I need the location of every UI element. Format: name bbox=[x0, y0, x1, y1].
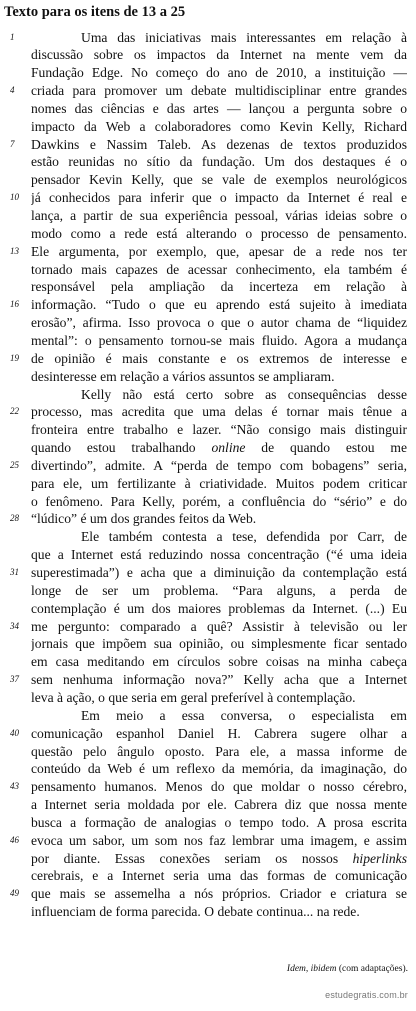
text-line: tornado mais capazes de acessar conhecimento, ela também é bbox=[31, 261, 407, 277]
line-number: 7 bbox=[10, 138, 15, 149]
line-number: 19 bbox=[10, 352, 19, 363]
text-line: Uma das iniciativas mais interessantes em relação à bbox=[81, 29, 407, 45]
source-citation-italic: Idem, ibidem bbox=[286, 964, 337, 974]
watermark: estudegratis.com.br bbox=[325, 990, 408, 1000]
text-line: longe de ser um problema. “Para alguns, a perda de bbox=[31, 582, 407, 598]
line-number: 25 bbox=[10, 459, 19, 470]
text-line: informação. “Tudo o que eu aprendo está sujeito à imediata bbox=[31, 297, 407, 313]
line-number: 31 bbox=[10, 567, 19, 577]
line-number: 4 bbox=[10, 85, 15, 96]
text-line: que a Internet está reduzindo nossa concentração (“é uma ideia bbox=[31, 547, 407, 563]
line-number: 13 bbox=[10, 245, 19, 256]
line-number: 28 bbox=[10, 513, 19, 524]
text-line: pensador Kevin Kelly, que se vale de exemplos neurológicos bbox=[31, 172, 407, 188]
text-line: responsável pela ampliação da incerteza em relação à bbox=[31, 279, 407, 295]
text-line: que mais se assemelha a nós próprios. Criador e criatura se bbox=[31, 886, 407, 902]
line-number: 16 bbox=[10, 299, 19, 310]
text-line: Ele também contesta a tese, defendida por Carr, de bbox=[81, 529, 407, 545]
source-citation bbox=[287, 964, 408, 974]
text-line: influenciam de forma parecida. O debate continua... na rede. bbox=[31, 904, 360, 920]
line-number: 34 bbox=[10, 620, 19, 631]
line-number: 49 bbox=[10, 888, 19, 899]
text-line: questão pelo ângulo oposto. Para ele, a massa informe de bbox=[31, 743, 407, 759]
text-line: quando estou trabalhando online de quando estou me bbox=[31, 440, 407, 456]
text-line: nomes das ciências e das artes — lançou a pergunta sobre o bbox=[31, 100, 407, 116]
line-number: 1 bbox=[10, 31, 15, 42]
text-line: em casa meditando em círculos sobre coisas na minha cabeça bbox=[31, 654, 407, 670]
text-line: busca a formação de analogias o tempo todo. A prosa escrita bbox=[31, 814, 407, 830]
text-line: discussão sobre os impactos da Internet na mente vem da bbox=[31, 47, 407, 63]
text-line: impacto da Web a colaboradores como Kevin Kelly, Richard bbox=[31, 118, 407, 134]
text-line: lança, a partir de sua experiência pessoal, várias ideias sobre o bbox=[31, 208, 407, 223]
italic-term: online bbox=[211, 440, 246, 456]
text-line: processo, mas acredita que uma delas é tornar mais tênue a bbox=[31, 404, 407, 420]
text-line: Kelly não está certo sobre as consequências desse bbox=[81, 386, 407, 402]
text-line: cerebrais, e a Internet seria uma das formas de comunicação bbox=[31, 868, 407, 884]
text-line: comunicação espanhol Daniel H. Cabrera sugere olhar a bbox=[31, 725, 407, 741]
text-line: por diante. Essas conexões seriam os nossos hiperlinks bbox=[31, 850, 407, 866]
text-line: Fundação Edge. No começo do ano de 2010, a instituição — bbox=[31, 65, 407, 81]
text-line: já conhecidos para inferir que o impacto da Internet é real e bbox=[31, 190, 407, 206]
text-line: erosão”, afirma. Isso provoca o que o autor chama de “liquidez bbox=[31, 315, 407, 331]
text-line: superestimada”) e acha que a diminuição da contemplação está bbox=[31, 565, 407, 580]
text-line: contemplação é um dos maiores problemas da Internet. (...) Eu bbox=[31, 600, 407, 616]
text-line: a Internet seria moldada por ele. Cabrera diz que nossa mente bbox=[31, 797, 407, 813]
text-line: Em meio a essa conversa, o especialista em bbox=[81, 707, 407, 723]
line-number: 10 bbox=[10, 192, 19, 203]
text-line: desinteresse em relação a vários assuntos se ampliaram. bbox=[31, 368, 335, 384]
text-line: para ele, um fertilizante à criatividade. Muitos podem criticar bbox=[31, 475, 407, 491]
text-line: de opinião é mais constante e os extremos de interesse e bbox=[31, 350, 407, 366]
text-line: Dawkins e Nassim Taleb. As dezenas de textos produzidos bbox=[31, 136, 407, 152]
text-line: fronteira entre trabalho e lazer. “Não consigo mais distinguir bbox=[31, 422, 407, 438]
line-number: 40 bbox=[10, 727, 19, 738]
line-number: 22 bbox=[10, 406, 19, 417]
text-line: o fenômeno. Para Kelly, porém, a confluência do “sério” e do bbox=[31, 493, 407, 509]
text-line: pensamento humanos. Menos do que moldar o nosso cérebro, bbox=[31, 779, 407, 795]
text-line: leva à ação, o que seria em geral preferível à contemplação. bbox=[31, 689, 356, 705]
section-heading: Texto para os itens de 13 a 25 bbox=[4, 4, 186, 20]
source-citation-rest: (com adaptações). bbox=[336, 964, 408, 974]
line-number: 46 bbox=[10, 834, 19, 845]
text-line: divertindo”, admite. A “perda de tempo com bobagens” seria, bbox=[31, 457, 407, 473]
text-line: conteúdo da Web é um reflexo da memória, da imaginação, do bbox=[31, 761, 407, 777]
text-line: me pergunto: comparado a quê? Assistir à televisão ou ler bbox=[31, 618, 407, 634]
text-line: jornais que impõem sua opinião, ou simplesmente ficar sentado bbox=[31, 636, 407, 652]
italic-term: hiperlinks bbox=[352, 850, 407, 866]
text-line: criada para promover um debate multidisciplinar entre grandes bbox=[31, 83, 407, 99]
text-line: mental”: o pensamento tornou-se mais fluido. Agora a mudança bbox=[31, 332, 407, 348]
line-number: 43 bbox=[10, 781, 19, 792]
text-line: estão reunidas no sítio da fundação. Um dos destaques é o bbox=[31, 154, 407, 170]
text-line: evoca um sabor, um som nos faz lembrar uma imagem, e assim bbox=[31, 832, 407, 848]
text-line: “lúdico” é um dos grandes feitos da Web. bbox=[31, 511, 257, 527]
line-number: 37 bbox=[10, 674, 19, 685]
text-line: modo como a rede está alterando o processo de pensamento. bbox=[31, 225, 407, 241]
text-line: Ele argumenta, por exemplo, que, apesar de a rede nos ter bbox=[31, 243, 407, 259]
text-line: sem nenhuma informação nova?” Kelly acha que a Internet bbox=[31, 672, 407, 688]
